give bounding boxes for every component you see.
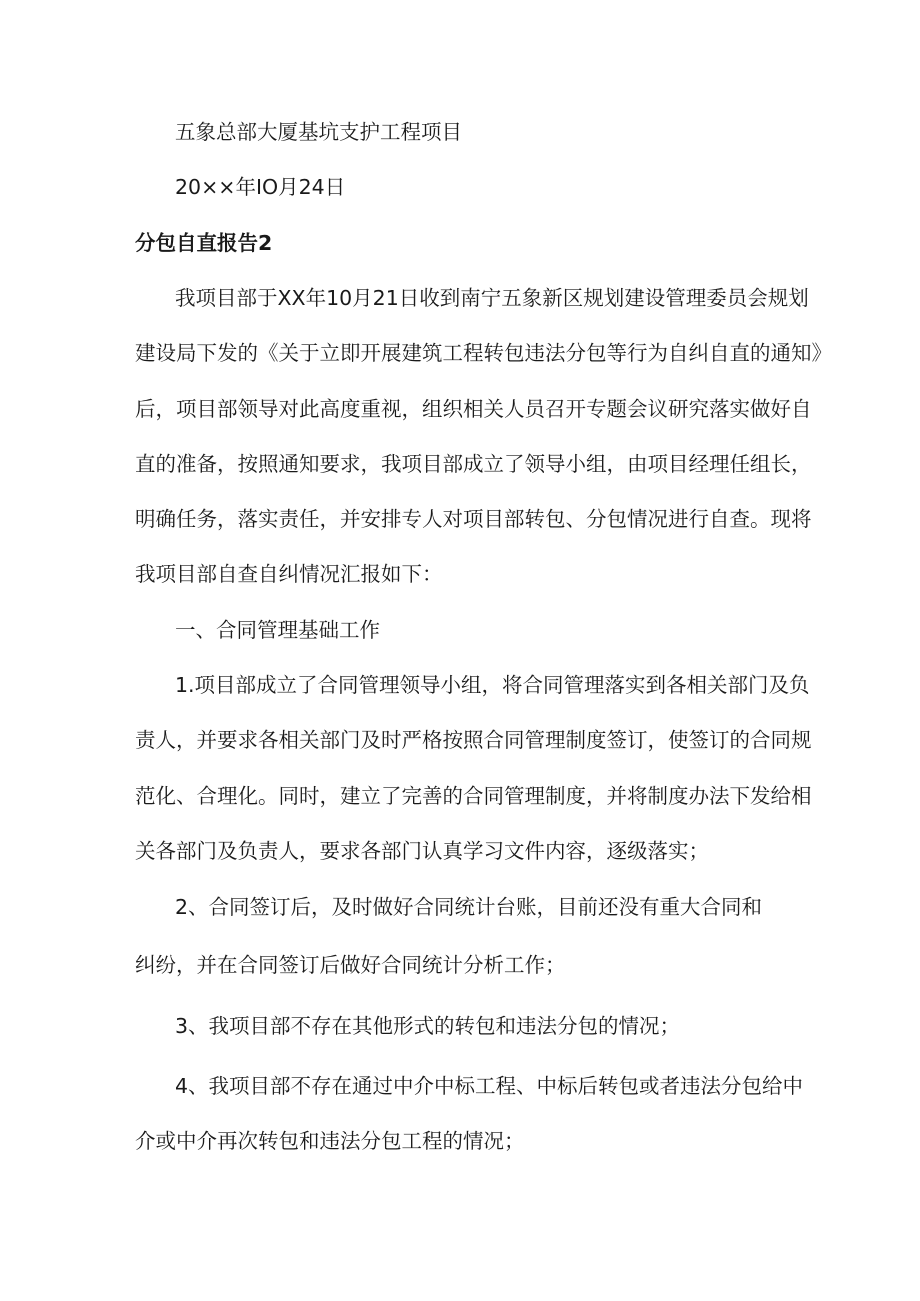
intro-line-4: 直的准备，按照通知要求，我项目部成立了领导小组，由项目经理任组长， xyxy=(135,452,812,476)
item-3-line: 3、我项目部不存在其他形式的转包和违法分包的情况； xyxy=(175,1014,681,1038)
intro-line-2: 建设局下发的《关于立即开展建筑工程转包违法分包等行为自纠自直的通知》 xyxy=(135,341,832,365)
item-2-line-1: 2、合同签订后，及时做好合同统计台账，目前还没有重大合同和 xyxy=(175,895,763,919)
item-1-line-2: 责人，并要求各相关部门及时严格按照合同管理制度签订，使签订的合同规 xyxy=(135,728,812,752)
item-4-line-2: 介或中介再次转包和违法分包工程的情况； xyxy=(135,1129,525,1153)
intro-line-3: 后，项目部领导对此高度重视，组织相关人员召开专题会议研究落实做好自 xyxy=(135,397,812,421)
report-date: 20××年IO月24日 xyxy=(175,175,346,199)
item-1-line-4: 关各部门及负责人，要求各部门认真学习文件内容，逐级落实； xyxy=(135,839,709,863)
report-heading: 分包自直报告2 xyxy=(135,231,273,255)
intro-line-5: 明确任务，落实责任，并安排专人对项目部转包、分包情况进行自查。现将 xyxy=(135,507,812,531)
project-name: 五象总部大厦基坑支护工程项目 xyxy=(175,120,462,144)
item-1-line-1: 1.项目部成立了合同管理领导小组，将合同管理落实到各相关部门及负 xyxy=(175,673,810,697)
intro-line-1: 我项目部于XX年10月21日收到南宁五象新区规划建设管理委员会规划 xyxy=(175,286,809,310)
item-2-line-2: 纠纷，并在合同签订后做好合同统计分析工作； xyxy=(135,953,566,977)
item-1-line-3: 范化、合理化。同时，建立了完善的合同管理制度，并将制度办法下发给相 xyxy=(135,784,812,808)
intro-line-6: 我项目部自查自纠情况汇报如下： xyxy=(135,562,443,586)
section-1-title: 一、合同管理基础工作 xyxy=(175,618,380,642)
item-4-line-1: 4、我项目部不存在通过中介中标工程、中标后转包或者违法分包给中 xyxy=(175,1074,804,1098)
